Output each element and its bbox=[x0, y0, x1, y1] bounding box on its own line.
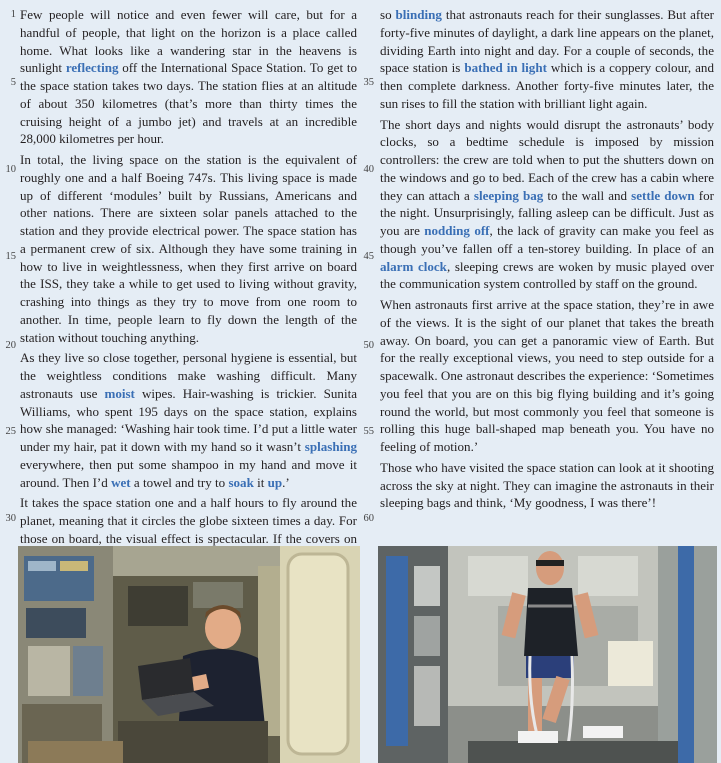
paragraph bbox=[20, 6, 357, 148]
highlighted-vocabulary-word: soak bbox=[228, 474, 254, 490]
line-number: 60 bbox=[363, 513, 374, 524]
text-run: , the lack of gravity can make you feel as though you’ve fallen off a ten-storey building. In place of an bbox=[380, 223, 714, 256]
text-run: to the wall and bbox=[543, 187, 632, 203]
article-left-column bbox=[20, 6, 357, 568]
paragraph bbox=[380, 6, 714, 113]
text-run: It takes the space station one and a half hours to fly around the planet, meaning that it circles the globe sixteen times a day. For those on board, the visual effect is spectacular. If the covers on bbox=[20, 495, 357, 546]
line-number: 40 bbox=[363, 164, 374, 175]
astronaut-treadmill-illustration bbox=[378, 546, 717, 763]
photo-astronaut-on-treadmill bbox=[378, 546, 717, 763]
text-run: a towel and try to bbox=[130, 474, 229, 490]
photo-astronaut-at-laptop bbox=[18, 546, 360, 763]
text-run: off the International Space Station. To get to the space station takes two days. The station flies at an altitude of about 350 kilometres (that’s more than thirty times the cruising height of a jumbo jet) and travels at an incredible 28,000 kilometres per hour. bbox=[20, 60, 358, 147]
highlighted-vocabulary-word: moist bbox=[104, 385, 135, 401]
highlighted-vocabulary-word: settle down bbox=[631, 187, 695, 203]
paragraph bbox=[380, 116, 714, 294]
highlighted-vocabulary-word: blinding bbox=[395, 7, 442, 22]
line-number: 15 bbox=[5, 251, 16, 262]
line-number: 55 bbox=[363, 426, 374, 437]
highlighted-vocabulary-word: splashing bbox=[304, 439, 357, 454]
line-number: 30 bbox=[5, 513, 16, 524]
text-run: so bbox=[380, 7, 396, 22]
line-number: 5 bbox=[10, 77, 16, 88]
line-number: 25 bbox=[5, 426, 16, 437]
paragraph bbox=[20, 349, 357, 491]
highlighted-vocabulary-word: nodding off bbox=[424, 223, 490, 238]
article-right-column bbox=[380, 6, 714, 515]
highlighted-vocabulary-word: wet bbox=[111, 474, 131, 490]
highlighted-vocabulary-word: up bbox=[267, 474, 283, 490]
paragraph bbox=[20, 151, 357, 346]
highlighted-vocabulary-word: reflecting bbox=[65, 60, 119, 76]
line-number: 50 bbox=[363, 340, 374, 351]
text-run: everywhere, then put some shampoo in my hand and move it around. Then I’d bbox=[20, 456, 357, 490]
paragraph bbox=[380, 459, 714, 512]
text-run: Few people will notice and even fewer will care, but for a handful of people, that light on the horizon is a place called home. What looks like a wandering star in the heavens is sunlight bbox=[20, 7, 357, 76]
text-run: , sleeping crews are woken by music played over the communication system controlled by staff on the ground. bbox=[380, 258, 714, 292]
line-number: 20 bbox=[5, 340, 16, 351]
text-run: In total, the living space on the station is the equivalent of roughly one and a half Boeing 747s. This living space is made up of different ‘modules’ built by Russians, Americans and other nations. There are sixteen solar panels attached to the station and they provide electrical power. The space station has a permanent crew of six. Although they have some training in how to live in weightlessness, when they first arrive on board the ISS, they take a while to get used to living without gravity, crashing into things as they try to move from one room to another. In time, people learn to fly down the length of the station without touching anything. bbox=[20, 152, 357, 345]
text-run: that astronauts reach for their sunglasses. But after forty-five minutes of daylight, a dark line appears on the planet, dividing Earth into night and day. For a couple of seconds, the space station is bbox=[380, 7, 714, 76]
text-run: for the night. Unsurprisingly, falling asleep can be difficult. Just as you are bbox=[380, 187, 714, 238]
text-run: The short days and nights would disrupt the astronauts’ body clocks, so a bedtime schedule is imposed by mission controllers: the crew are told when to put the shutters down on the windows and go to bed. Each of the crew has a cabin where they can attach a bbox=[380, 116, 714, 203]
line-number: 10 bbox=[5, 164, 16, 175]
text-run: Those who have visited the space station can look at it shooting across the sky at night. They can imagine the astronauts in their sleeping bags and think, ‘My goodness, I was there’! bbox=[380, 459, 714, 511]
line-number: 45 bbox=[363, 251, 374, 262]
text-run: As they live so close together, personal hygiene is essential, but the weightless conditions make washing difficult. Many astronauts use bbox=[20, 350, 357, 401]
text-run: wipes. Hair-washing is trickier. Sunita Williams, who spent 195 days on the space station, explains how she managed: ‘Washing hair took time. I’d put a little water under my hair, pat it down with my hand so it wasn’t bbox=[20, 385, 357, 454]
line-number: 35 bbox=[363, 77, 374, 88]
highlighted-vocabulary-word: sleeping bag bbox=[473, 187, 544, 203]
paragraph bbox=[380, 296, 714, 456]
highlighted-vocabulary-word: alarm clock bbox=[380, 258, 447, 274]
text-run: When astronauts first arrive at the space station, they’re in awe of the views. It is the sight of our planet that takes the breath away. On board, you can get a panoramic view of Earth. But for the really exceptional views, you need to step outside for a spacewalk. One astronaut describes the experience: ‘Sometimes you feel that you are on this big flying building and it’s going round the world, but most commonly you feel that someone is rolling this huge ball-shaped map beneath you. You have no feeling of motion.’ bbox=[380, 297, 714, 454]
astronaut-laptop-illustration bbox=[18, 546, 360, 763]
text-run: it bbox=[253, 474, 268, 490]
line-number: 1 bbox=[10, 9, 16, 20]
text-run: which is a coppery colour, and then complete darkness. Another forty-five minutes later, the sun rises to fill the station with brilliant light again. bbox=[380, 60, 714, 111]
highlighted-vocabulary-word: bathed in light bbox=[464, 60, 547, 76]
text-run: .’ bbox=[282, 474, 290, 490]
